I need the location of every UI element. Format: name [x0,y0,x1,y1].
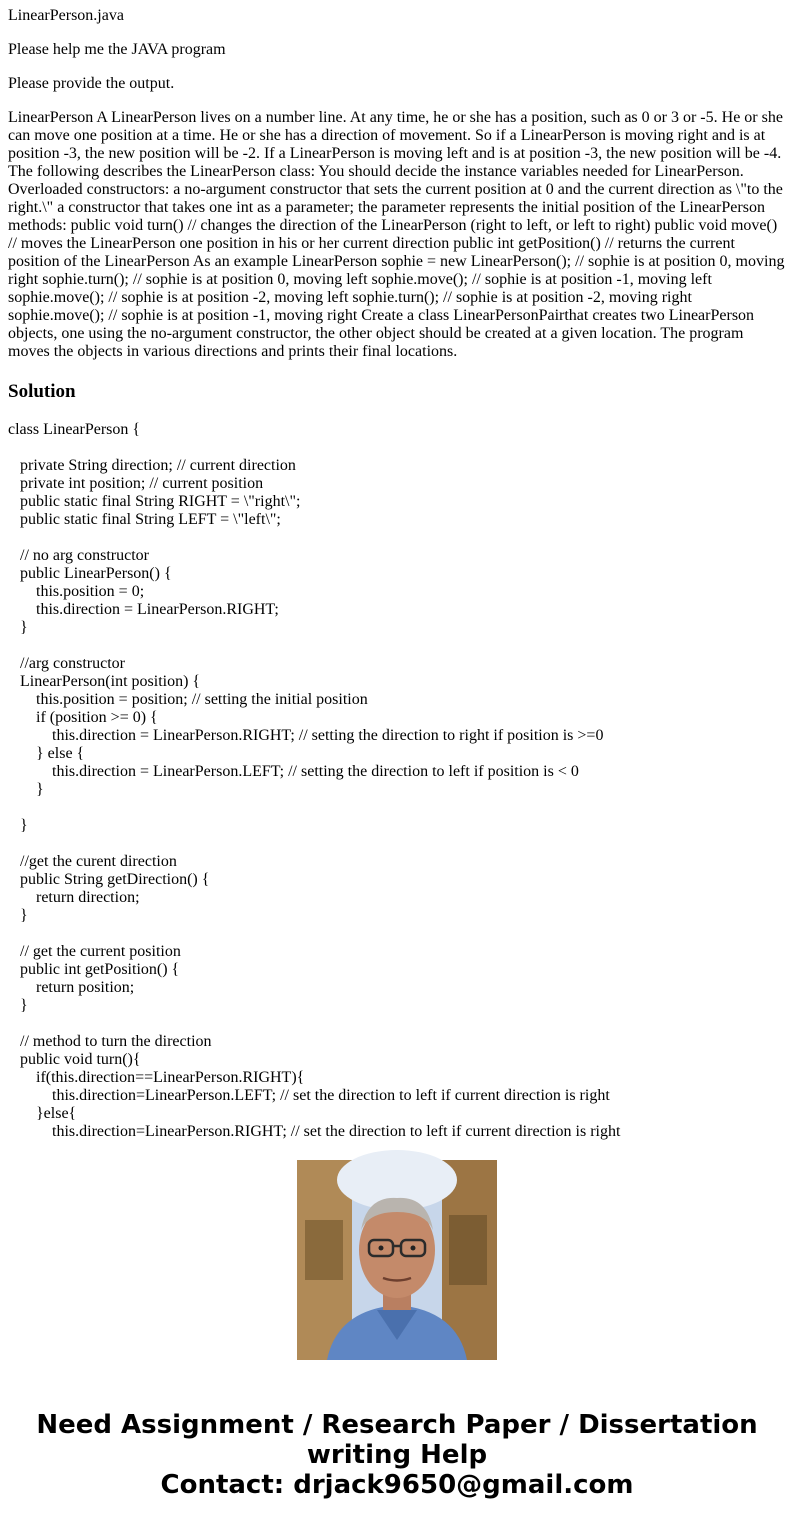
person-photo [297,1160,497,1360]
author-avatar [297,1160,497,1360]
promo-line-1: Need Assignment / Research Paper / Dissertation [36,1410,758,1440]
help-request: Please help me the JAVA program [8,41,226,58]
document [0,7,794,1140]
promo-line-2: writing Help [306,1440,488,1470]
solution-code: class LinearPerson { private String direction; // current direction private int position; // current position public static final String RIGHT = \"right\"; public static final String LEFT = \"left\"; // no arg constructor public LinearPerson() { this.position = 0; this.direction = LinearPerson.RIGHT; } //arg constructor LinearPerson(int position) { this.position = position; // setting the initial position if (position >= 0) { this.direction = LinearPerson.RIGHT; // setting the direction to right if position is >=0 } else { this.direction = LinearPerson.LEFT; // setting the direction to left if position is < 0 } } //get the curent direction public String getDirection() { return direction; } // get the current position public int getPosition() { return position; } // method to turn the direction public void turn(){ if(this.direction==LinearPerson.RIGHT){ this.direction=LinearPerson.LEFT; // set the direction to left if current direction is right }else{ this.direction=LinearPerson.RIGHT; // set the direction to left if current direction is right [8,421,621,1140]
promo-banner [0,1410,794,1500]
solution-heading: Solution [8,381,76,402]
promo-contact: Contact: drjack9650@gmail.com [160,1470,634,1500]
output-request: Please provide the output. [8,75,175,92]
problem-statement: LinearPerson A LinearPerson lives on a number line. At any time, he or she has a position, such as 0 or 3 or -5. He or she can move one position at a time. He or she has a direction of movement. So if a LinearPerson is moving right and is at position -3, the new position will be -2. If a LinearPerson is moving left and is at position -3, the new position will be -4. The following describes the LinearPerson class: You should decide the instance variables needed for LinearPerson. Overloaded constructors: a no-argument constructor that sets the current position at 0 and the current direction as \"to the right.\" a constructor that takes one int as a parameter; the parameter represents the initial position of the LinearPerson methods: public void turn() // changes the direction of the LinearPerson (right to left, or left to right) public void move() // moves the LinearPerson one position in his or her current direction public int getPosition() // returns the current position of the LinearPerson As an example LinearPerson sophie = new LinearPerson(); // sophie is at position 0, moving right sophie.turn(); // sophie is at position 0, moving left sophie.move(); // sophie is at position -1, moving left sophie.move(); // sophie is at position -2, moving left sophie.turn(); // sophie is at position -2, moving right sophie.move(); // sophie is at position -1, moving right Create a class LinearPersonPairthat creates two LinearPerson objects, one using the no-argument constructor, the other object should be created at a given location. The program moves the objects in various directions and prints their final locations. [8,109,785,360]
file-title: LinearPerson.java [8,7,124,24]
